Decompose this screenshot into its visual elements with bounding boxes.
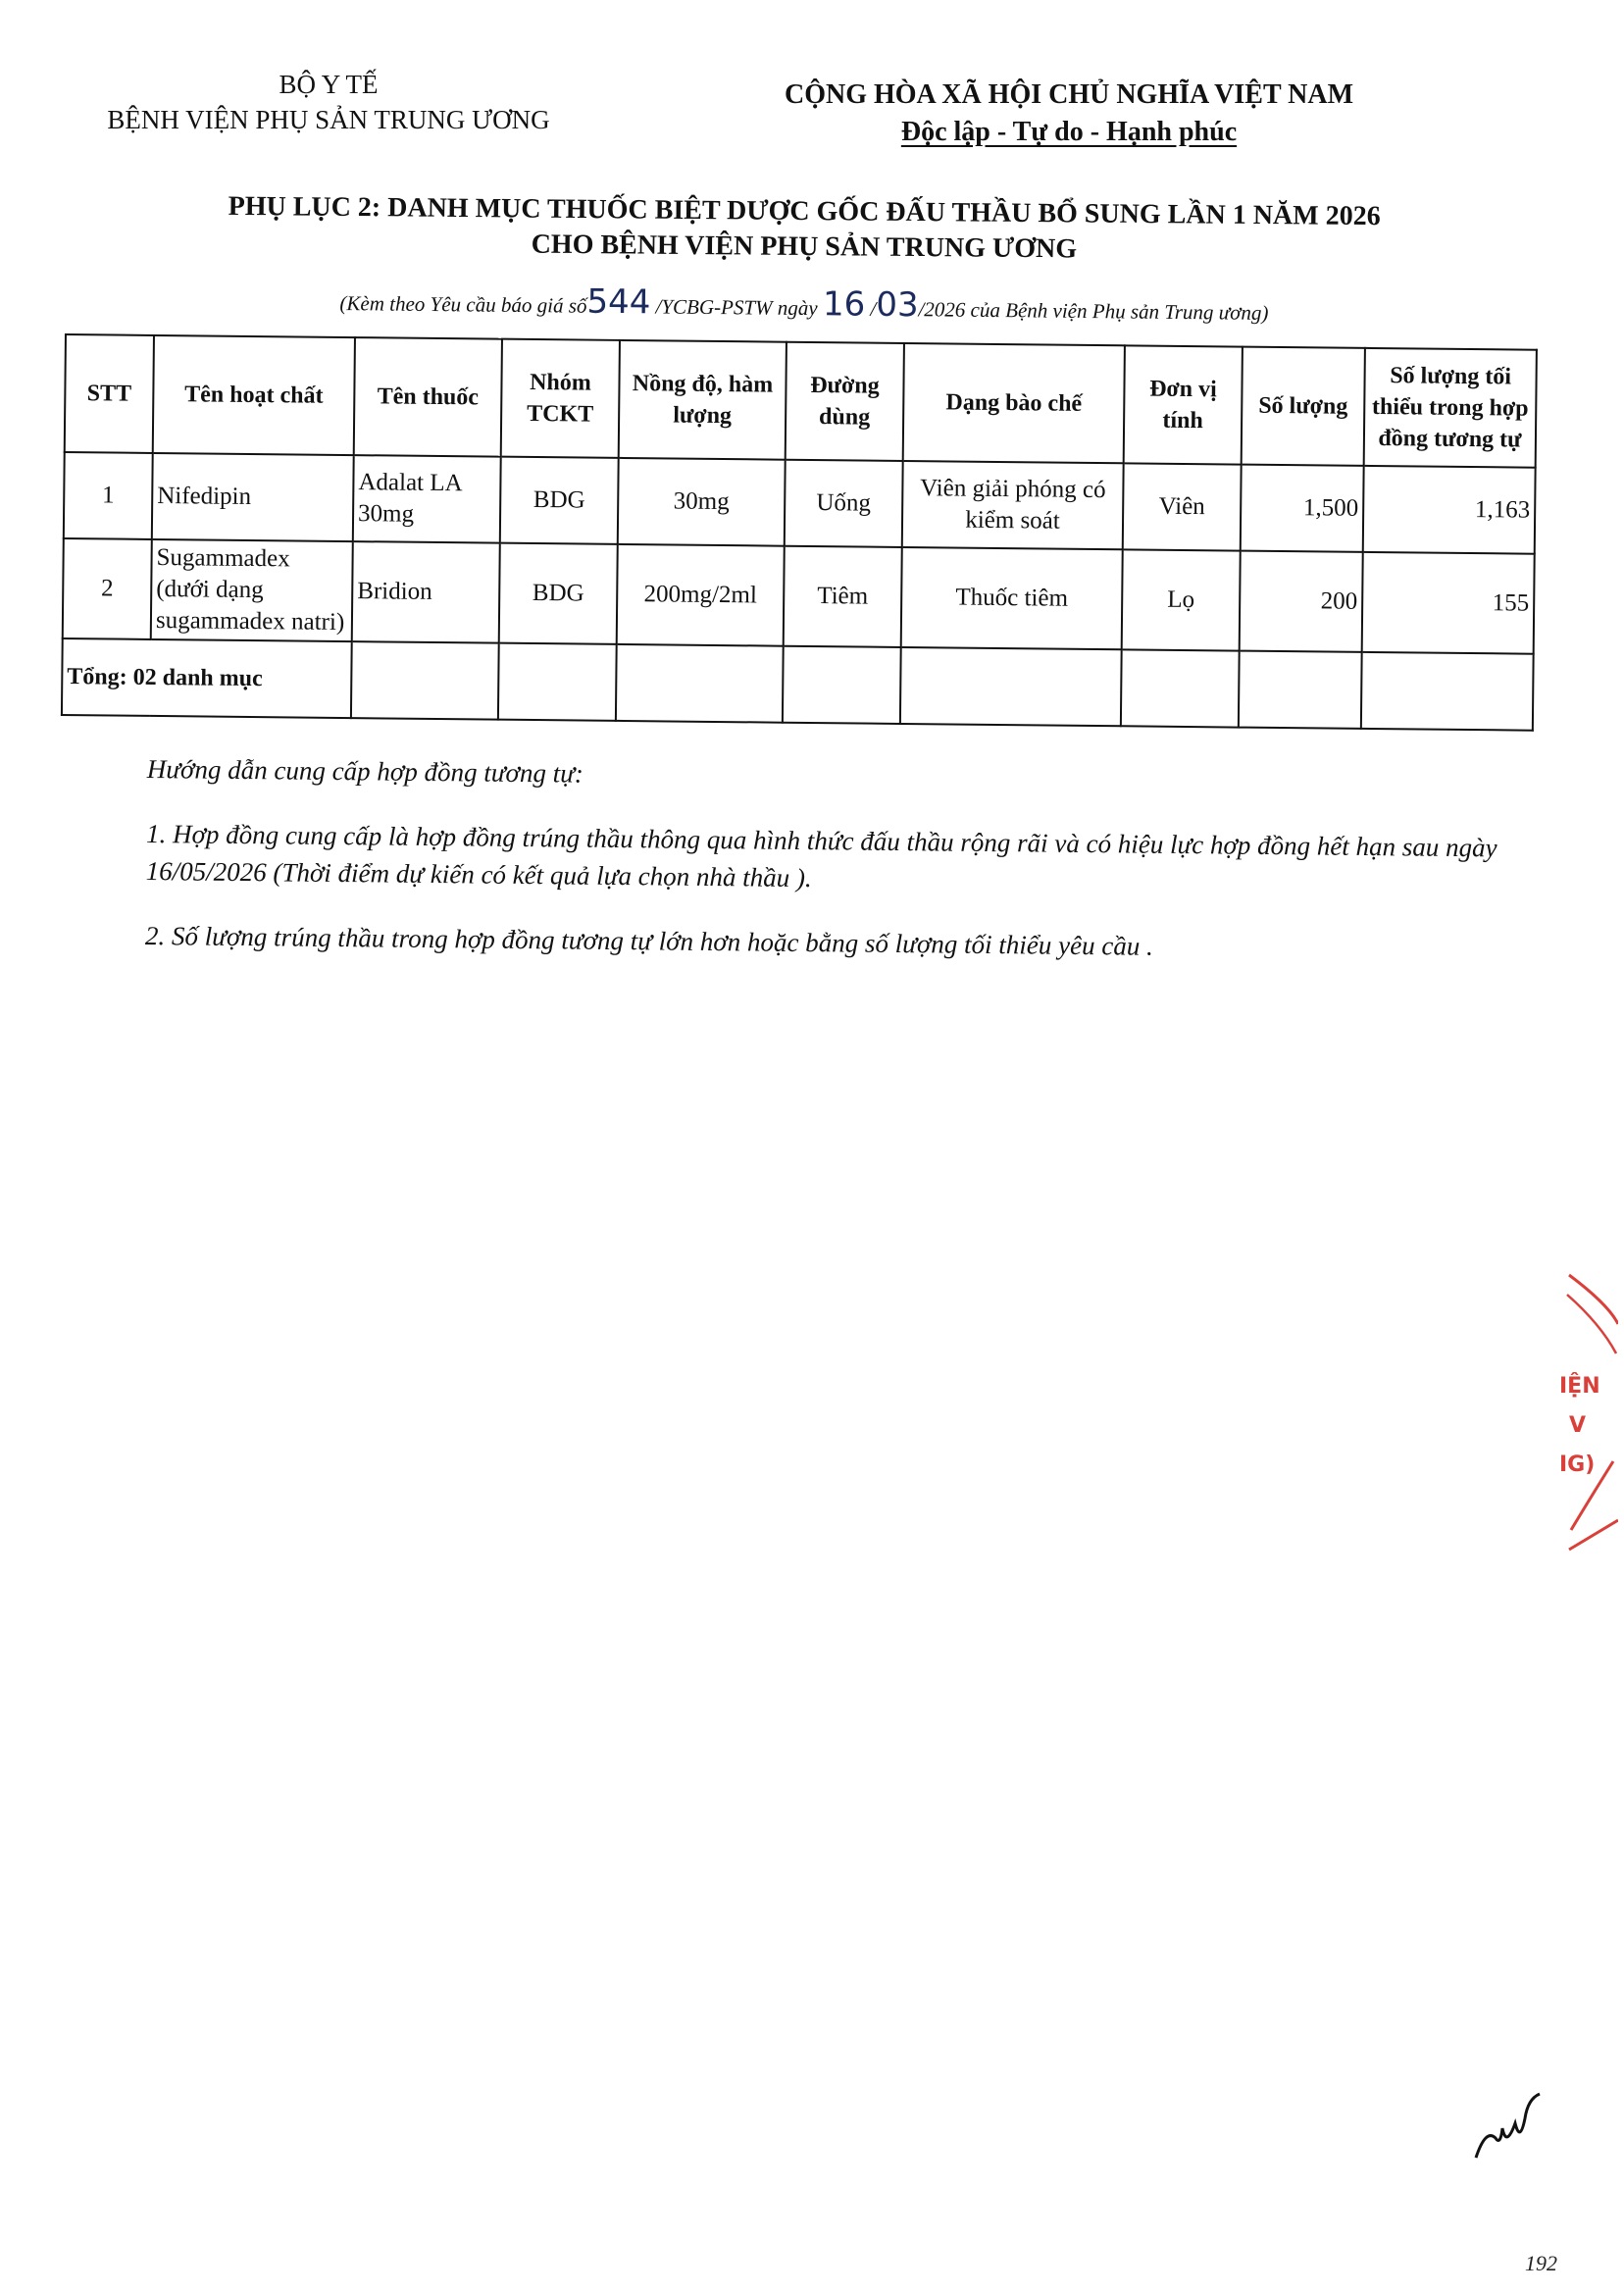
empty-cell (1361, 652, 1534, 731)
ministry-name: BỘ Y TẾ (279, 70, 379, 99)
table-row (64, 452, 1536, 554)
issuing-authority (98, 67, 559, 137)
cell-stt: 1 (64, 452, 153, 539)
cell-drug-name: Adalat LA 30mg (353, 455, 501, 543)
header-unit: Đơn vị tính (1124, 345, 1243, 464)
table-header-row (65, 334, 1537, 468)
reference-suffix: /2026 của Bệnh viện Phụ sản Trung ương) (918, 297, 1269, 325)
national-header (745, 76, 1393, 151)
cell-route: Uống (785, 460, 903, 547)
empty-cell (783, 646, 901, 724)
header-min-quantity: Số lượng tối thiểu trong hợp đồng tương tự (1364, 348, 1537, 468)
cell-unit: Viên (1123, 463, 1242, 550)
title-line-1: PHỤ LỤC 2: DANH MỤC THUỐC BIỆT DƯỢC GỐC ĐẤU THẦU BỔ SUNG LẦN 1 NĂM 2026 (228, 190, 1381, 232)
red-seal-fragment (1530, 1265, 1618, 1559)
reference-month-handwritten: 03 (876, 284, 919, 326)
seal-text-3: IG) (1559, 1453, 1596, 1477)
header-strength: Nồng độ, hàm lượng (619, 340, 787, 460)
reference-number-handwritten: 544 (586, 281, 651, 323)
empty-cell (616, 644, 784, 723)
reference-day-handwritten: 16 (822, 284, 866, 325)
total-label: Tổng: 02 danh mục (62, 638, 352, 718)
cell-route: Tiêm (784, 546, 902, 647)
empty-cell (498, 643, 617, 721)
header-drug-name: Tên thuốc (354, 337, 502, 457)
header-stt: STT (65, 334, 154, 453)
cell-quantity: 200 (1240, 551, 1363, 652)
cell-dosage-form: Thuốc tiêm (901, 547, 1123, 649)
page-number: 192 (1525, 2251, 1557, 2275)
seal-text-2: V (1569, 1413, 1587, 1438)
cell-drug-name: Bridion (352, 541, 500, 643)
header-active-ingredient: Tên hoạt chất (153, 335, 355, 455)
hospital-name: BỆNH VIỆN PHỤ SẢN TRUNG ƯƠNG (107, 105, 550, 134)
guidance-heading: Hướng dẫn cung cấp hợp đồng tương tự: (146, 753, 584, 789)
header-dosage-form: Dạng bào chế (903, 343, 1125, 463)
cell-active-ingredient: Sugammadex (dưới dạng sugammadex natri) (151, 539, 353, 641)
seal-text-1: IỆN (1559, 1374, 1600, 1399)
empty-cell (900, 647, 1122, 726)
drug-list-table (61, 333, 1536, 732)
seal-signature-stroke (1569, 1520, 1618, 1550)
reference-line: (Kèm theo Yêu cầu báo giá số544 /YCBG-PSTW ngày 16 /03/2026 của Bệnh viện Phụ sản Trung ương) (339, 281, 1269, 326)
seal-edge-inner-top (1567, 1295, 1616, 1353)
cell-quantity: 1,500 (1241, 465, 1364, 552)
seal-edge-top (1569, 1275, 1618, 1324)
cell-strength: 200mg/2ml (617, 544, 785, 646)
guidance-item-2: 2. Số lượng trúng thầu trong hợp đồng tương tự lớn hơn hoặc bằng số lượng tối thiểu yêu cầu . (144, 920, 1153, 961)
cell-group: BDG (499, 543, 618, 644)
empty-cell (351, 641, 499, 720)
cell-min-quantity: 155 (1362, 552, 1535, 654)
guidance-item-1: 1. Hợp đồng cung cấp là hợp đồng trúng thầu thông qua hình thức đấu thầu rộng rãi và có hiệu lực hợp đồng hết hạn sau ngày 16/05/2026 (Thời điểm dự kiến có kết quả lựa chọn nhà thầu ). (145, 818, 1497, 893)
header-quantity: Số lượng (1242, 347, 1365, 466)
country-name: CỘNG HÒA XÃ HỘI CHỦ NGHĨA VIỆT NAM (784, 79, 1354, 110)
cell-stt: 2 (63, 538, 152, 639)
header-group: Nhóm TCKT (501, 339, 620, 458)
contract-guidance (145, 750, 1500, 995)
reference-mid: /YCBG-PSTW ngày (655, 294, 818, 321)
cell-unit: Lọ (1122, 549, 1241, 650)
table-row (63, 538, 1535, 654)
empty-cell (1239, 651, 1362, 729)
header-route: Đường dùng (786, 342, 904, 461)
reference-prefix: (Kèm theo Yêu cầu báo giá số (339, 291, 587, 318)
cell-active-ingredient: Nifedipin (152, 453, 354, 541)
national-motto: Độc lập - Tự do - Hạnh phúc (900, 117, 1238, 147)
empty-cell (1121, 649, 1240, 727)
cell-strength: 30mg (618, 458, 786, 546)
document-title (147, 188, 1462, 271)
title-line-2: CHO BỆNH VIỆN PHỤ SẢN TRUNG ƯƠNG (531, 229, 1078, 265)
cell-dosage-form: Viên giải phóng có kiểm soát (902, 461, 1124, 549)
initials-signature (1471, 2089, 1549, 2167)
cell-min-quantity: 1,163 (1363, 466, 1536, 554)
table-total-row (62, 638, 1534, 731)
cell-group: BDG (500, 457, 619, 544)
